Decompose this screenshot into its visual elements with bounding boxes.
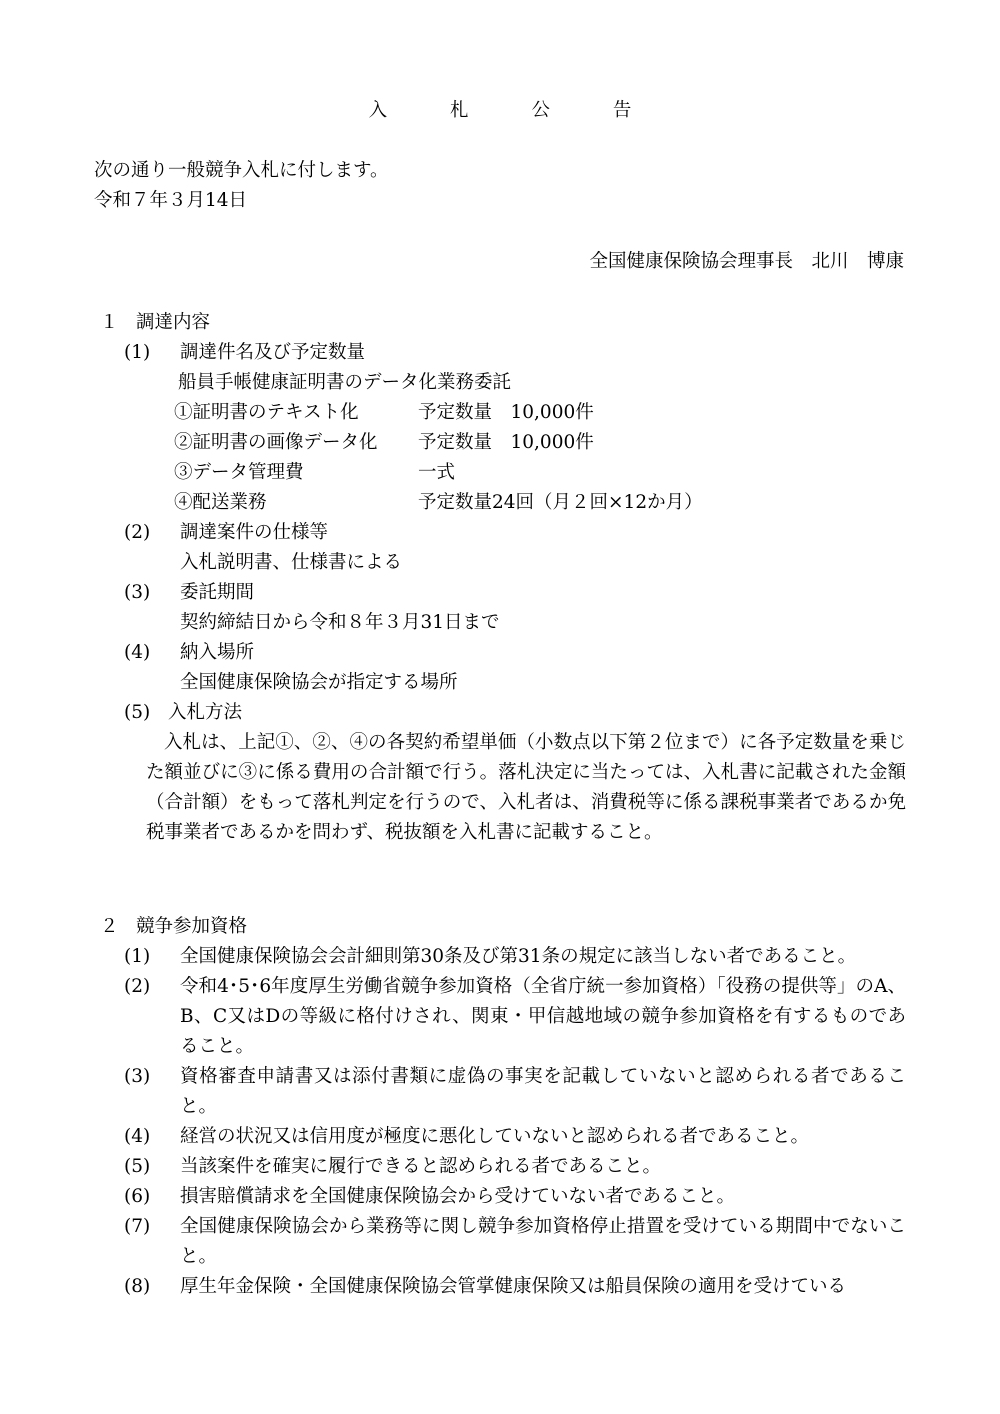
- procurement-subject: 船員手帳健康証明書のデータ化業務委託: [178, 372, 512, 393]
- item-number: (1): [124, 342, 151, 363]
- item-number: (4): [124, 1126, 151, 1147]
- intro-statement: 次の通り一般競争入札に付します。: [94, 160, 389, 181]
- section-heading: 調達内容: [136, 312, 211, 333]
- eligibility-item: [94, 1182, 906, 1212]
- item-label: 納入場所: [180, 642, 255, 663]
- item-number: (5): [124, 1156, 151, 1177]
- line-item: ④配送業務: [174, 492, 267, 513]
- line-quantity: 予定数量24回（月２回×12か月）: [418, 492, 703, 513]
- item-text: 当該案件を確実に履行できると認められる者であること。: [180, 1156, 662, 1177]
- item-number: (6): [124, 1186, 151, 1207]
- item-number: (4): [124, 642, 151, 663]
- item-label: 委託期間: [180, 582, 255, 603]
- section-heading: 競争参加資格: [136, 916, 248, 937]
- eligibility-item: [94, 1212, 906, 1272]
- item-text: 経営の状況又は信用度が極度に悪化していないと認められる者であること。: [180, 1126, 810, 1147]
- item-detail: 入札説明書、仕様書による: [180, 552, 403, 573]
- item-number: (3): [124, 1066, 151, 1087]
- eligibility-item: [94, 1152, 906, 1182]
- line-item: ①証明書のテキスト化: [174, 402, 359, 423]
- quantity-line: [94, 428, 906, 458]
- item-text: 令和4･5･6年度厚生労働省競争参加資格（全省庁統一参加資格）「役務の提供等」のA、B、C又はDの等級に格付けされ、関東・甲信越地域の競争参加資格を有するものであること。: [180, 976, 906, 1057]
- eligibility-item: [94, 972, 906, 1062]
- eligibility-item: [94, 1272, 906, 1302]
- line-item: ②証明書の画像データ化: [174, 432, 378, 453]
- item-number: (8): [124, 1276, 151, 1297]
- item-number: (5): [124, 702, 151, 723]
- item-text: 全国健康保険協会から業務等に関し競争参加資格停止措置を受けている期間中でないこと。: [180, 1216, 906, 1267]
- item-label: 調達案件の仕様等: [180, 522, 329, 543]
- line-quantity: 一式: [418, 462, 456, 483]
- bid-method-paragraph: 入札は、上記①、②、④の各契約希望単価（小数点以下第２位まで）に各予定数量を乗じた額並びに③に係る費用の合計額で行う。落札決定に当たっては、入札書に記載された金額（合計額）をもって落札判定を行うので、入札者は、消費税等に係る課税事業者であるか免税事業者であるかを問わず、税抜額を入札書に記載すること。: [146, 732, 906, 843]
- signatory: 全国健康保険協会理事長 北川 博康: [589, 251, 904, 272]
- item-number: (1): [124, 946, 151, 967]
- item-detail: 契約締結日から令和８年３月31日まで: [180, 612, 500, 633]
- eligibility-item: [94, 1062, 906, 1122]
- item-number: (2): [124, 522, 151, 543]
- item-label: 入札方法: [168, 702, 243, 723]
- item-detail: 全国健康保険協会が指定する場所: [180, 672, 458, 693]
- item-number: (3): [124, 582, 151, 603]
- quantity-line: [94, 398, 906, 428]
- eligibility-item: [94, 942, 906, 972]
- intro-block: [94, 156, 389, 216]
- item-number: (2): [124, 976, 151, 997]
- item-text: 損害賠償請求を全国健康保険協会から受けていない者であること。: [180, 1186, 736, 1207]
- item-number: (7): [124, 1216, 151, 1237]
- item-text: 資格審査申請書又は添付書類に虚偽の事実を記載していないと認められる者であること。: [180, 1066, 906, 1117]
- line-quantity: 予定数量 10,000件: [418, 432, 594, 453]
- quantity-line: [94, 488, 906, 518]
- item-text: 全国健康保険協会会計細則第30条及び第31条の規定に該当しない者であること。: [180, 946, 857, 967]
- line-item: ③データ管理費: [174, 462, 304, 483]
- section-number: １: [100, 312, 119, 333]
- notice-date: 令和７年３月14日: [94, 190, 248, 211]
- line-quantity: 予定数量 10,000件: [418, 402, 594, 423]
- section-number: ２: [100, 916, 119, 937]
- quantity-line: [94, 458, 906, 488]
- item-text: 厚生年金保険・全国健康保険協会管掌健康保険又は船員保険の適用を受けている: [180, 1276, 847, 1297]
- section-procurement: [94, 308, 906, 848]
- section-eligibility: [94, 912, 906, 1302]
- document-title: 入 札 公 告: [368, 100, 654, 121]
- item-label: 調達件名及び予定数量: [180, 342, 366, 363]
- eligibility-item: [94, 1122, 906, 1152]
